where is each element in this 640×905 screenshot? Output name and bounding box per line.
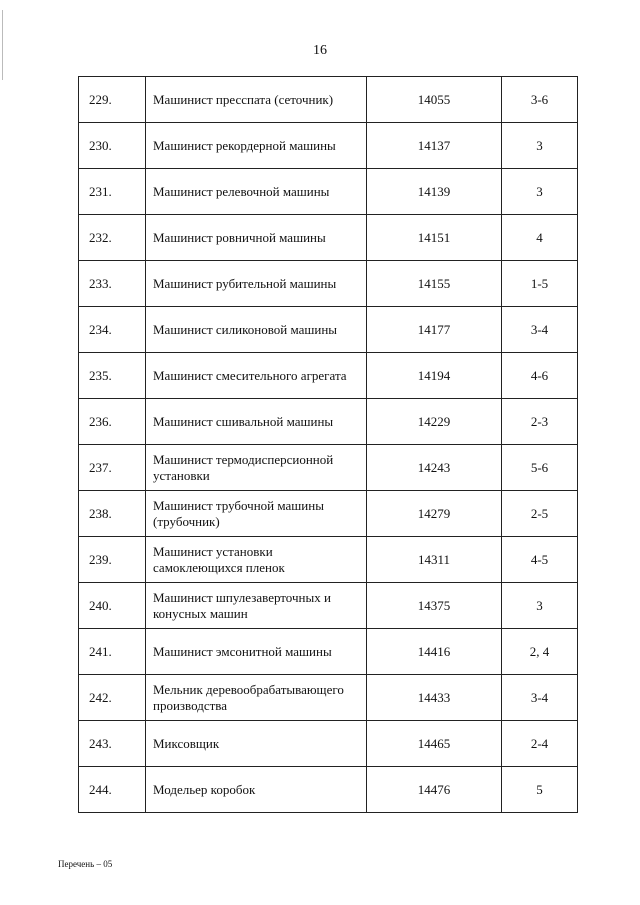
profession-name: Машинист установки самоклеющихся пленок	[146, 537, 367, 583]
profession-name: Мельник деревообрабатывающего производства	[146, 675, 367, 721]
row-number: 233.	[79, 261, 146, 307]
profession-code: 14151	[367, 215, 502, 261]
profession-code: 14243	[367, 445, 502, 491]
grade-range: 5-6	[502, 445, 578, 491]
profession-name: Машинист шпулезаверточных и конусных машин	[146, 583, 367, 629]
profession-code: 14416	[367, 629, 502, 675]
table-row	[79, 721, 578, 767]
profession-code: 14375	[367, 583, 502, 629]
row-number: 236.	[79, 399, 146, 445]
profession-name: Машинист релевочной машины	[146, 169, 367, 215]
row-number: 238.	[79, 491, 146, 537]
row-number: 230.	[79, 123, 146, 169]
grade-range: 3-4	[502, 675, 578, 721]
profession-name: Машинист ровничной машины	[146, 215, 367, 261]
row-number: 234.	[79, 307, 146, 353]
table-row	[79, 261, 578, 307]
profession-name: Миксовщик	[146, 721, 367, 767]
table-row	[79, 399, 578, 445]
table-row	[79, 537, 578, 583]
row-number: 242.	[79, 675, 146, 721]
table-row	[79, 491, 578, 537]
table-row	[79, 123, 578, 169]
profession-name: Машинист эмсонитной машины	[146, 629, 367, 675]
table-row	[79, 629, 578, 675]
table-row	[79, 445, 578, 491]
row-number: 241.	[79, 629, 146, 675]
profession-code: 14476	[367, 767, 502, 813]
grade-range: 4	[502, 215, 578, 261]
profession-code: 14055	[367, 77, 502, 123]
grade-range: 1-5	[502, 261, 578, 307]
profession-name: Модельер коробок	[146, 767, 367, 813]
row-number: 240.	[79, 583, 146, 629]
row-number: 239.	[79, 537, 146, 583]
profession-code: 14139	[367, 169, 502, 215]
profession-code: 14137	[367, 123, 502, 169]
grade-range: 3-4	[502, 307, 578, 353]
table-row	[79, 77, 578, 123]
row-number: 237.	[79, 445, 146, 491]
grade-range: 4-5	[502, 537, 578, 583]
footer-note: Перечень – 05	[58, 859, 113, 869]
grade-range: 4-6	[502, 353, 578, 399]
profession-name: Машинист трубочной машины (трубочник)	[146, 491, 367, 537]
page-number: 16	[313, 43, 327, 58]
grade-range: 3	[502, 123, 578, 169]
profession-code: 14279	[367, 491, 502, 537]
grade-range: 2-4	[502, 721, 578, 767]
grade-range: 5	[502, 767, 578, 813]
table-row	[79, 169, 578, 215]
profession-table-body	[79, 77, 578, 813]
profession-code: 14465	[367, 721, 502, 767]
table-row	[79, 675, 578, 721]
profession-name: Машинист смесительного агрегата	[146, 353, 367, 399]
profession-name: Машинист сшивальной машины	[146, 399, 367, 445]
table-row	[79, 583, 578, 629]
row-number: 235.	[79, 353, 146, 399]
profession-code: 14177	[367, 307, 502, 353]
row-number: 231.	[79, 169, 146, 215]
grade-range: 3	[502, 583, 578, 629]
table-row	[79, 215, 578, 261]
profession-code: 14194	[367, 353, 502, 399]
table-row	[79, 353, 578, 399]
profession-name: Машинист термодисперсионной установки	[146, 445, 367, 491]
profession-code: 14229	[367, 399, 502, 445]
profession-code: 14433	[367, 675, 502, 721]
row-number: 229.	[79, 77, 146, 123]
grade-range: 2-5	[502, 491, 578, 537]
profession-name: Машинист рубительной машины	[146, 261, 367, 307]
grade-range: 3-6	[502, 77, 578, 123]
grade-range: 2-3	[502, 399, 578, 445]
profession-name: Машинист силиконовой машины	[146, 307, 367, 353]
row-number: 232.	[79, 215, 146, 261]
profession-code: 14311	[367, 537, 502, 583]
table-row	[79, 307, 578, 353]
row-number: 244.	[79, 767, 146, 813]
grade-range: 3	[502, 169, 578, 215]
profession-name: Машинист пресспата (сеточник)	[146, 77, 367, 123]
profession-table	[78, 76, 578, 813]
profession-code: 14155	[367, 261, 502, 307]
profession-name: Машинист рекордерной машины	[146, 123, 367, 169]
grade-range: 2, 4	[502, 629, 578, 675]
row-number: 243.	[79, 721, 146, 767]
table-row	[79, 767, 578, 813]
